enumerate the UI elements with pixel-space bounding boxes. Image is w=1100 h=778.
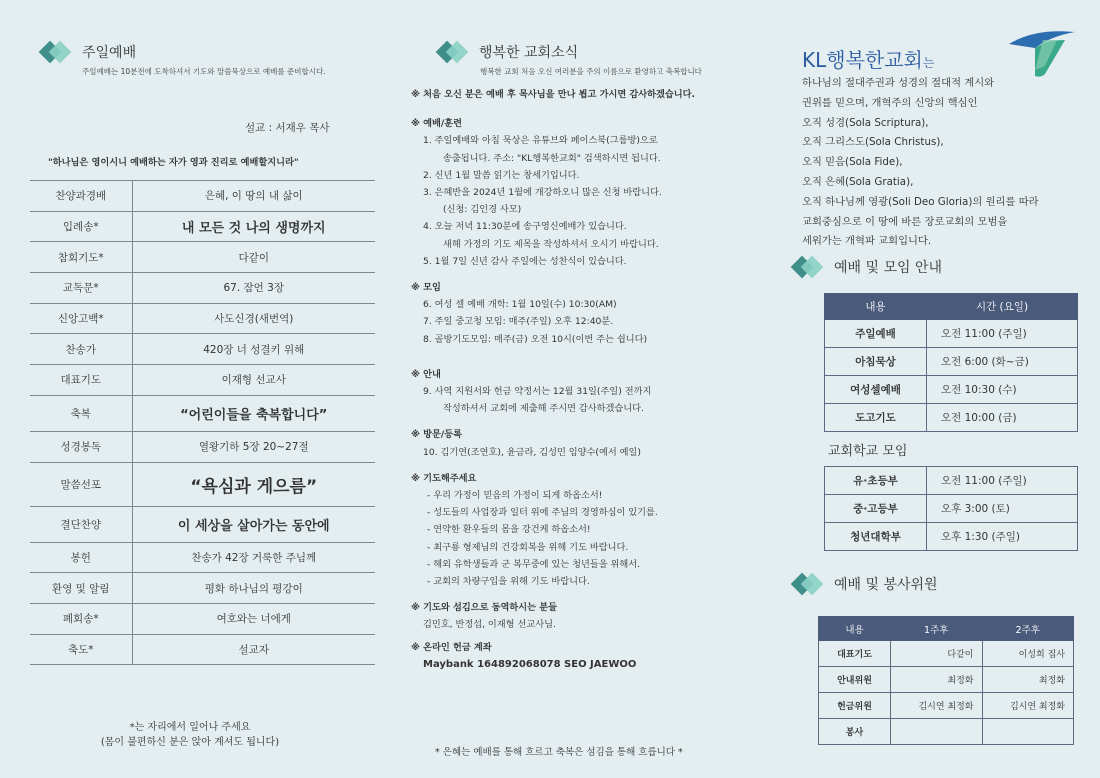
heading-worship: ※ 예배/훈련 bbox=[411, 118, 462, 130]
table-row bbox=[30, 573, 375, 604]
staff-table bbox=[818, 616, 1074, 745]
row-label: 봉사 bbox=[819, 719, 891, 745]
order-label: 찬송가 bbox=[30, 334, 132, 365]
table-row bbox=[30, 334, 375, 365]
standing-note-sub: (몸이 불편하신 분은 앉아 계셔도 됩니다) bbox=[100, 737, 280, 748]
row-label: 대표기도 bbox=[819, 641, 891, 667]
row-value: 최정화 bbox=[982, 667, 1074, 693]
row-label: 안내위원 bbox=[819, 667, 891, 693]
order-label: 교독문* bbox=[30, 273, 132, 304]
list-item: 8. 골방기도모임: 매주(금) 오전 10시(이번 주는 쉽니다) bbox=[423, 333, 648, 345]
row-label: 유·초등부 bbox=[825, 467, 927, 495]
table-row bbox=[30, 542, 375, 573]
column-header: 시간 (요일) bbox=[927, 294, 1078, 320]
list-item: 송출됩니다. 주소: "KL행복한교회" 검색하시면 됩니다. bbox=[443, 152, 661, 164]
list-item: 6. 여성 셀 예배 개학: 1월 10일(수) 10:30(AM) bbox=[423, 299, 617, 311]
order-value: 여호와는 너에게 bbox=[132, 603, 375, 634]
order-of-service-table bbox=[30, 180, 375, 665]
staff-row bbox=[819, 641, 1074, 667]
section-subtitle: 주일예배는 10분전에 도착하셔서 기도와 말씀묵상으로 예배를 준비합시다. bbox=[82, 67, 326, 76]
heading-online-offering: ※ 온라인 헌금 계좌 bbox=[411, 641, 492, 653]
row-value bbox=[982, 719, 1074, 745]
row-value: 오전 10:00 (금) bbox=[927, 404, 1078, 432]
staff-header bbox=[790, 572, 938, 596]
diamond-icon bbox=[435, 40, 471, 64]
column-header: 2주후 bbox=[982, 617, 1074, 641]
table-row bbox=[30, 431, 375, 462]
table-row bbox=[30, 603, 375, 634]
order-value: 열왕기하 5장 20~27절 bbox=[132, 431, 375, 462]
intro-line: 오직 그리스도(Sola Christus), bbox=[802, 136, 944, 149]
order-value: 420장 너 성결키 위해 bbox=[132, 334, 375, 365]
church-logo-icon bbox=[1005, 26, 1077, 78]
column-header: 내용 bbox=[819, 617, 891, 641]
order-value: 이재형 선교사 bbox=[132, 365, 375, 396]
schedule-row bbox=[825, 348, 1078, 376]
intro-line: 오직 성경(Sola Scriptura), bbox=[802, 116, 929, 129]
church-name bbox=[802, 44, 934, 73]
staff-row bbox=[819, 693, 1074, 719]
diamond-icon bbox=[790, 572, 826, 596]
list-item: (신청: 김인경 사모) bbox=[443, 204, 522, 216]
order-value: 은혜, 이 땅의 내 삶이 bbox=[132, 181, 375, 212]
list-item: 4. 오늘 저녁 11:30분에 송구영신예배가 있습니다. bbox=[423, 221, 627, 233]
welcome-note: ※ 처음 오신 분은 예배 후 목사님을 만나 뵙고 가시면 감사하겠습니다. bbox=[411, 89, 696, 100]
row-value: 김시연 최정화 bbox=[982, 693, 1074, 719]
list-item: 9. 사역 지원서와 헌금 약정서는 12월 31일(주일) 전까지 bbox=[423, 386, 652, 398]
row-label: 주일예배 bbox=[825, 320, 927, 348]
row-label: 여성셀예배 bbox=[825, 376, 927, 404]
order-label: 축도* bbox=[30, 634, 132, 665]
order-label: 신앙고백* bbox=[30, 303, 132, 334]
school-table bbox=[824, 466, 1078, 551]
prayer-item: - 해외 유학생들과 군 복무중에 있는 청년들을 위해서. bbox=[427, 558, 641, 570]
prayer-item: - 연약한 환우들의 몸을 강건케 하옵소서! bbox=[427, 524, 591, 536]
intro-line: 권위를 믿으며, 개혁주의 신앙의 핵심인 bbox=[802, 96, 978, 109]
table-row bbox=[30, 634, 375, 665]
prayer-item: - 최구룡 형제님의 건강회복을 위해 기도 바랍니다. bbox=[427, 541, 629, 553]
row-value: 다같이 bbox=[891, 641, 983, 667]
school-row bbox=[825, 495, 1078, 523]
heading-prayer: ※ 기도해주세요 bbox=[411, 472, 477, 484]
table-row bbox=[30, 303, 375, 334]
list-item: 2. 신년 1월 말씀 읽기는 창세기입니다. bbox=[423, 169, 580, 181]
row-label: 헌금위원 bbox=[819, 693, 891, 719]
order-value: “욕심과 게으름” bbox=[132, 462, 375, 506]
column-header: 1주후 bbox=[891, 617, 983, 641]
order-label: 환영 및 알림 bbox=[30, 573, 132, 604]
row-value: 오전 11:00 (주일) bbox=[927, 320, 1078, 348]
row-label: 청년대학부 bbox=[825, 523, 927, 551]
missionaries: 김민호, 반정섭, 이재형 선교사님. bbox=[423, 619, 556, 631]
section-title: 주일예배 bbox=[82, 45, 137, 61]
column-header: 내용 bbox=[825, 294, 927, 320]
diamond-icon bbox=[790, 255, 826, 279]
row-label: 아침묵상 bbox=[825, 348, 927, 376]
row-value: 오후 1:30 (주일) bbox=[927, 523, 1078, 551]
row-value: 최정화 bbox=[891, 667, 983, 693]
news-list bbox=[411, 86, 761, 673]
table-row bbox=[30, 181, 375, 212]
order-label: 찬양과경배 bbox=[30, 181, 132, 212]
intro-line: 오직 은혜(Sola Gratia), bbox=[802, 175, 914, 188]
intro-line: 오직 믿음(Sola Fide), bbox=[802, 156, 903, 169]
schedule-row bbox=[825, 320, 1078, 348]
order-value: 이 세상을 살아가는 동안에 bbox=[132, 506, 375, 542]
order-value: 찬송가 42장 거룩한 주님께 bbox=[132, 542, 375, 573]
schedule-table bbox=[824, 293, 1078, 432]
scripture-quote: "하나님은 영이시니 예배하는 자가 영과 진리로 예배할지니라" bbox=[48, 157, 299, 168]
list-item: 새해 가정의 기도 제목을 작성하셔서 오시기 바랍니다. bbox=[443, 238, 659, 250]
row-value bbox=[891, 719, 983, 745]
table-row bbox=[30, 395, 375, 431]
row-value: 오전 11:00 (주일) bbox=[927, 467, 1078, 495]
order-value: 사도신경(새번역) bbox=[132, 303, 375, 334]
order-label: 축복 bbox=[30, 395, 132, 431]
order-label: 말씀선포 bbox=[30, 462, 132, 506]
schedule-header bbox=[790, 255, 942, 279]
prayer-item: - 우리 가정이 믿음의 가정이 되게 하옵소서! bbox=[427, 490, 603, 502]
list-item: 작성하셔서 교회에 제출해 주시면 감사하겠습니다. bbox=[443, 403, 644, 415]
list-item: 7. 주일 중고청 모임: 매주(주일) 오후 12:40분. bbox=[423, 316, 614, 328]
order-value: “어린이들을 축복합니다” bbox=[132, 395, 375, 431]
intro-line: 교회중심으로 이 땅에 바른 장로교회의 모범을 bbox=[802, 215, 1008, 228]
row-value: 김시연 최정화 bbox=[891, 693, 983, 719]
church-name-suffix: 는 bbox=[922, 56, 935, 70]
prayer-item: - 성도들의 사업장과 일터 위에 주님의 경영하심이 있기를. bbox=[427, 507, 658, 519]
preacher: 설교 : 서재우 목사 bbox=[245, 122, 330, 134]
intro-line: 하나님의 절대주권과 성경의 절대적 계시와 bbox=[802, 77, 995, 89]
order-label: 결단찬양 bbox=[30, 506, 132, 542]
school-row bbox=[825, 523, 1078, 551]
diamond-icon bbox=[38, 40, 74, 64]
section-title: 행복한 교회소식 bbox=[479, 45, 579, 61]
church-intro bbox=[802, 74, 1082, 252]
school-title: 교회학교 모임 bbox=[828, 444, 908, 459]
list-item: 1. 주일예배와 아침 묵상은 유튜브와 페이스북(그룹방)으로 bbox=[423, 135, 658, 147]
bank-account: Maybank 164892068078 SEO JAEWOO bbox=[423, 658, 637, 670]
prayer-item: - 교회의 차량구입을 위해 기도 바랍니다. bbox=[427, 576, 590, 588]
schedule-row bbox=[825, 376, 1078, 404]
order-value: 내 모든 것 나의 생명까지 bbox=[132, 211, 375, 242]
list-item: 3. 은혜반을 2024년 1월에 개강하오니 많은 신청 바랍니다. bbox=[423, 187, 662, 199]
table-row bbox=[30, 273, 375, 304]
row-value: 오후 3:00 (토) bbox=[927, 495, 1078, 523]
heading-notice: ※ 안내 bbox=[411, 368, 441, 380]
table-row bbox=[30, 365, 375, 396]
order-label: 성경봉독 bbox=[30, 431, 132, 462]
order-label: 입례송* bbox=[30, 211, 132, 242]
order-value: 평화 하나님의 평강이 bbox=[132, 573, 375, 604]
order-value: 67. 잠언 3장 bbox=[132, 273, 375, 304]
heading-meetings: ※ 모임 bbox=[411, 282, 441, 294]
footer-note: * 은혜는 예배를 통해 흐르고 축복은 섬김을 통해 흐릅니다 * bbox=[435, 747, 683, 758]
order-label: 참회기도* bbox=[30, 242, 132, 273]
order-value: 다같이 bbox=[132, 242, 375, 273]
staff-row bbox=[819, 667, 1074, 693]
row-value: 이성희 집사 bbox=[982, 641, 1074, 667]
worship-header bbox=[38, 40, 136, 64]
section-title: 예배 및 모임 안내 bbox=[834, 260, 943, 276]
row-value: 오전 10:30 (수) bbox=[927, 376, 1078, 404]
section-title: 예배 및 봉사위원 bbox=[834, 577, 938, 593]
intro-line: 오직 하나님께 영광(Soli Deo Gloria)의 원리를 따라 bbox=[802, 195, 1039, 208]
church-info-column bbox=[790, 0, 1090, 778]
order-label: 폐회송* bbox=[30, 603, 132, 634]
section-subtitle: 행복한 교회 처음 오신 여러분을 주의 이름으로 환영하고 축복합니다 bbox=[480, 67, 702, 76]
table-row bbox=[30, 506, 375, 542]
order-label: 대표기도 bbox=[30, 365, 132, 396]
table-row bbox=[30, 242, 375, 273]
list-item: 5. 1월 7일 신년 감사 주일에는 성찬식이 있습니다. bbox=[423, 255, 627, 267]
row-label: 도고기도 bbox=[825, 404, 927, 432]
staff-row bbox=[819, 719, 1074, 745]
worship-order-column bbox=[30, 0, 390, 778]
table-row bbox=[30, 211, 375, 242]
order-label: 봉헌 bbox=[30, 542, 132, 573]
list-item: 10. 김기연(조연호), 윤금라, 김성민 임양수(예서 예일) bbox=[423, 446, 642, 458]
intro-line: 세워가는 개혁파 교회입니다. bbox=[802, 235, 932, 248]
row-value: 오전 6:00 (화~금) bbox=[927, 348, 1078, 376]
row-label: 중·고등부 bbox=[825, 495, 927, 523]
church-name-text: KL행복한교회 bbox=[802, 48, 923, 72]
school-row bbox=[825, 467, 1078, 495]
standing-note: *는 자리에서 일어나 주세요 bbox=[129, 722, 251, 733]
news-header bbox=[435, 40, 578, 64]
heading-missionaries: ※ 기도와 섬김으로 동역하시는 분들 bbox=[411, 602, 557, 614]
order-value: 설교자 bbox=[132, 634, 375, 665]
schedule-row bbox=[825, 404, 1078, 432]
news-column bbox=[405, 0, 760, 778]
heading-visit: ※ 방문/등록 bbox=[411, 429, 462, 441]
table-row bbox=[30, 462, 375, 506]
